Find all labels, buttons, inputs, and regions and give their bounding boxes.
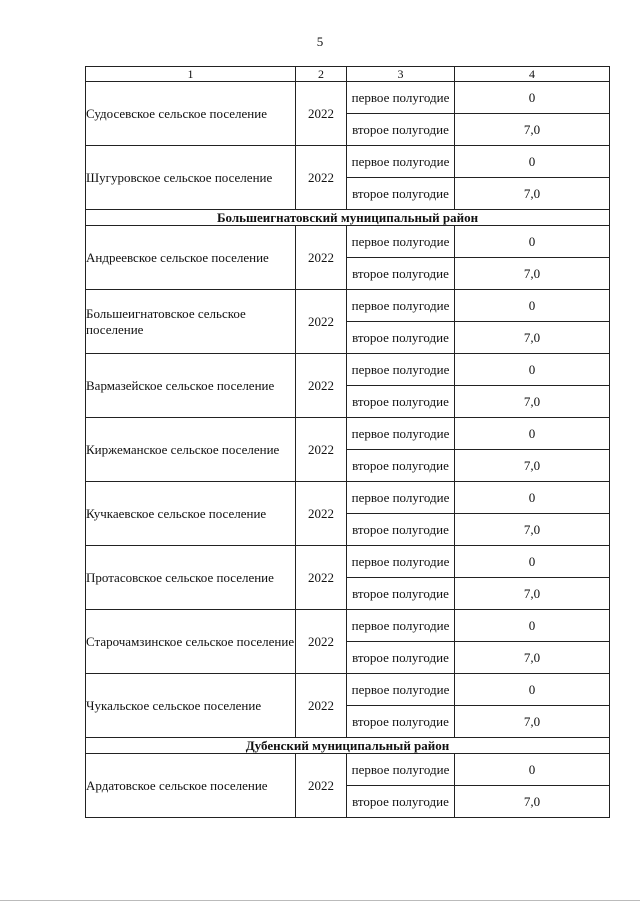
value-cell: 0 [455,146,610,178]
period-label: первое полугодие [347,482,455,514]
value-cell: 7,0 [455,514,610,546]
settlement-name: Кучкаевское сельское поселение [86,482,296,546]
table-row [86,146,610,178]
period-label: второе полугодие [347,322,455,354]
settlement-name: Андреевское сельское поселение [86,226,296,290]
table-row [86,754,610,786]
value-cell: 7,0 [455,450,610,482]
district-name: Дубенский муниципальный район [86,738,610,754]
table-row [86,482,610,514]
value-cell: 0 [455,290,610,322]
period-label: второе полугодие [347,514,455,546]
year-cell: 2022 [296,546,347,610]
table-row [86,546,610,578]
table-row [86,290,610,322]
settlement-name: Вармазейское сельское поселение [86,354,296,418]
district-header-row [86,210,610,226]
period-label: второе полугодие [347,178,455,210]
period-label: второе полугодие [347,114,455,146]
table-row [86,418,610,450]
table-body [86,67,610,818]
period-label: второе полугодие [347,450,455,482]
period-label: второе полугодие [347,258,455,290]
value-cell: 7,0 [455,578,610,610]
period-label: второе полугодие [347,642,455,674]
value-cell: 7,0 [455,322,610,354]
value-cell: 7,0 [455,642,610,674]
district-name: Большеигнатовский муниципальный район [86,210,610,226]
period-label: второе полугодие [347,578,455,610]
page-bottom-edge [0,900,640,901]
period-label: первое полугодие [347,290,455,322]
settlement-name: Шугуровское сельское поселение [86,146,296,210]
value-cell: 7,0 [455,386,610,418]
settlement-name: Киржеманское сельское поселение [86,418,296,482]
settlement-name: Чукальское сельское поселение [86,674,296,738]
period-label: первое полугодие [347,674,455,706]
value-cell: 0 [455,610,610,642]
period-label: второе полугодие [347,786,455,818]
column-number-row [86,67,610,82]
year-cell: 2022 [296,482,347,546]
settlement-name: Большеигнатовское сельское поселение [86,290,296,354]
year-cell: 2022 [296,674,347,738]
value-cell: 0 [455,754,610,786]
year-cell: 2022 [296,290,347,354]
period-label: первое полугодие [347,546,455,578]
settlement-name: Ардатовское сельское поселение [86,754,296,818]
settlement-name: Старочамзинское сельское поселение [86,610,296,674]
value-cell: 7,0 [455,706,610,738]
period-label: первое полугодие [347,418,455,450]
year-cell: 2022 [296,418,347,482]
period-label: первое полугодие [347,610,455,642]
settlement-name: Судосевское сельское поселение [86,82,296,146]
value-cell: 0 [455,354,610,386]
year-cell: 2022 [296,226,347,290]
table-row [86,354,610,386]
period-label: первое полугодие [347,226,455,258]
value-cell: 7,0 [455,114,610,146]
table-row [86,226,610,258]
year-cell: 2022 [296,610,347,674]
period-label: первое полугодие [347,82,455,114]
year-cell: 2022 [296,754,347,818]
table-row [86,82,610,114]
year-cell: 2022 [296,82,347,146]
period-label: второе полугодие [347,386,455,418]
column-number-4: 4 [455,67,610,82]
year-cell: 2022 [296,354,347,418]
district-header-row [86,738,610,754]
period-label: второе полугодие [347,706,455,738]
column-number-3: 3 [347,67,455,82]
value-cell: 7,0 [455,178,610,210]
value-cell: 0 [455,674,610,706]
column-number-2: 2 [296,67,347,82]
period-label: первое полугодие [347,146,455,178]
table-row [86,674,610,706]
page-number: 5 [316,34,324,49]
value-cell: 7,0 [455,258,610,290]
period-label: первое полугодие [347,354,455,386]
allocation-table [85,66,610,818]
settlement-name: Протасовское сельское поселение [86,546,296,610]
value-cell: 0 [455,82,610,114]
value-cell: 0 [455,226,610,258]
value-cell: 7,0 [455,786,610,818]
column-number-1: 1 [86,67,296,82]
table-row [86,610,610,642]
value-cell: 0 [455,482,610,514]
value-cell: 0 [455,418,610,450]
period-label: первое полугодие [347,754,455,786]
value-cell: 0 [455,546,610,578]
year-cell: 2022 [296,146,347,210]
